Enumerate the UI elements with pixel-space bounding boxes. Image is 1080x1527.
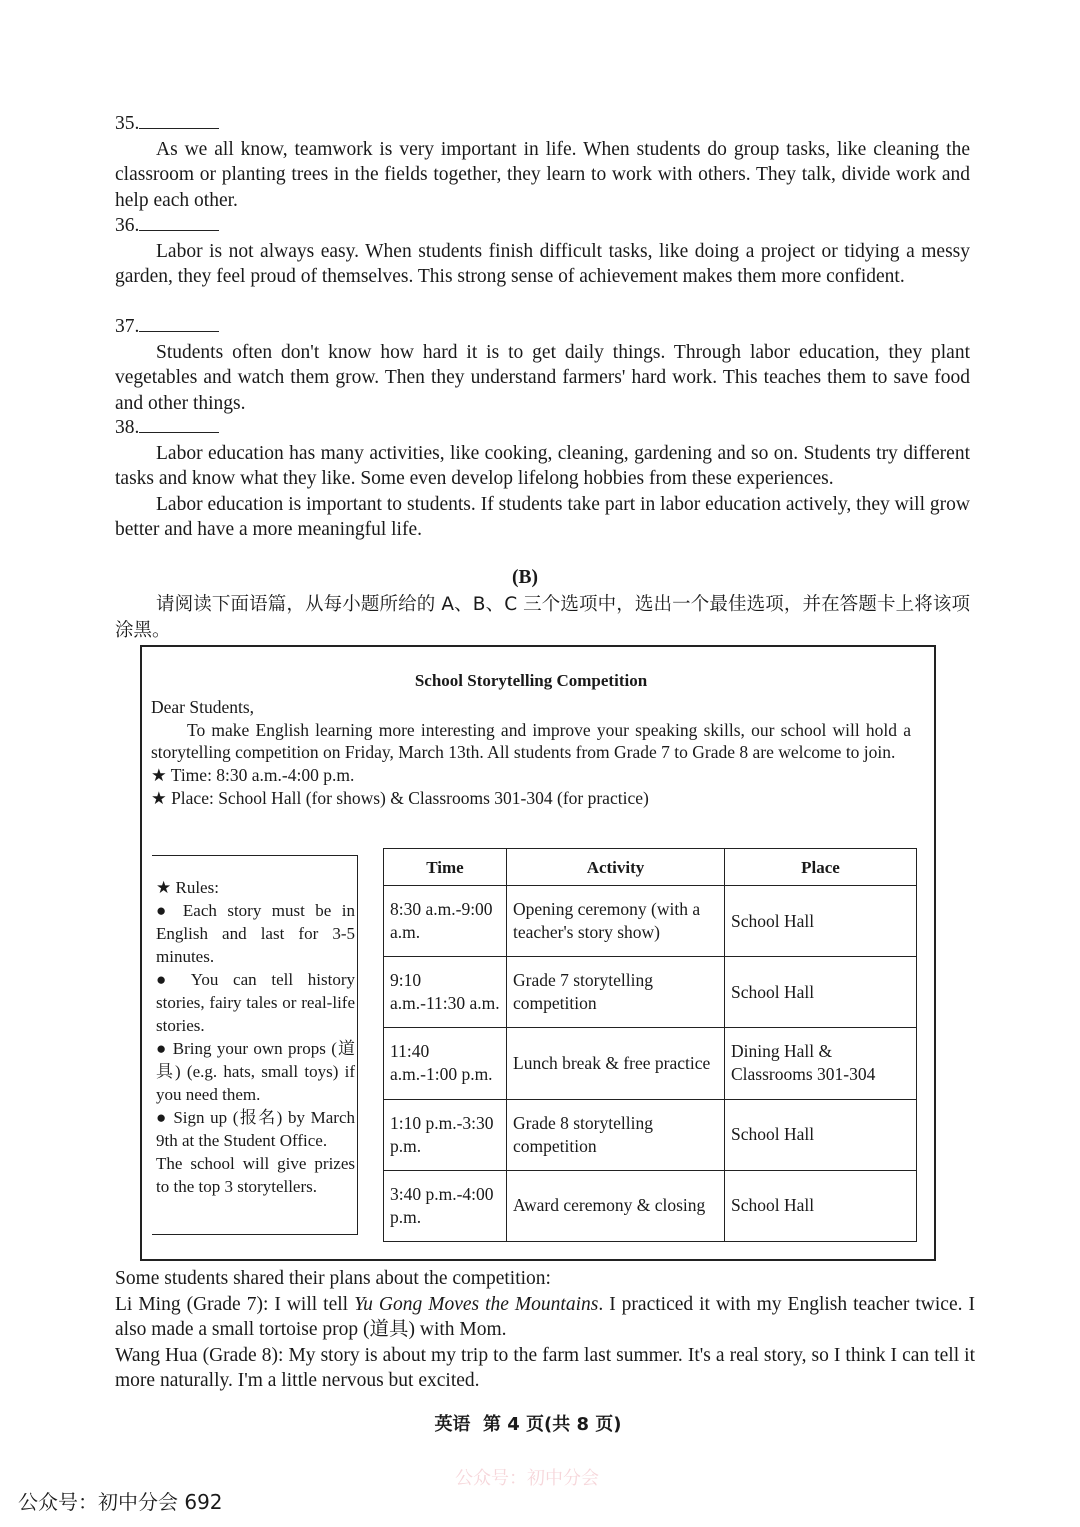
cell-time: 9:10 a.m.-11:30 a.m.: [384, 957, 507, 1028]
plan-li-ming: [115, 1292, 975, 1343]
cell-activity: Award ceremony & closing: [507, 1170, 725, 1241]
cell-activity: Grade 8 storytelling competition: [507, 1099, 725, 1170]
conclusion-paragraph: Labor education is important to students. If students take part in labor education actively, they will grow better and have a more meaningful life.: [115, 493, 970, 540]
speaker: Li Ming (Grade 7):: [115, 1293, 269, 1315]
section-label: (B): [512, 567, 538, 588]
plans: [115, 1266, 975, 1394]
table-row: [384, 957, 917, 1028]
cell-place: School Hall: [725, 1170, 917, 1241]
rule-item: ● Sign up (报名) by March 9th at the Student Office.: [156, 1108, 355, 1150]
question-number: 36.: [115, 215, 140, 236]
story-title: Yu Gong Moves the Mountains: [354, 1293, 599, 1315]
cell-time: 8:30 a.m.-9:00 a.m.: [384, 886, 507, 957]
header-activity: Activity: [507, 849, 725, 886]
cell-place: Dining Hall & Classrooms 301-304: [725, 1028, 917, 1099]
cell-activity: Opening ceremony (with a teacher's story show): [507, 886, 725, 957]
cell-activity: Grade 7 storytelling competition: [507, 957, 725, 1028]
question-38: [115, 414, 970, 543]
answer-blank: [139, 313, 219, 332]
rules-heading: ★ Rules:: [156, 878, 219, 897]
answer-blank: [139, 414, 219, 433]
cell-place: School Hall: [725, 1099, 917, 1170]
plan-wang-hua: [115, 1343, 975, 1394]
notice: [151, 670, 911, 810]
rules-box: [152, 855, 358, 1235]
corner-label: 公众号：初中分会 692: [18, 1490, 223, 1514]
table-row: [384, 1028, 917, 1099]
table-header: [384, 849, 917, 886]
rule-item: ● You can tell history stories, fairy tales or real-life stories.: [156, 970, 355, 1035]
schedule-table: [383, 848, 917, 1242]
table-row: [384, 886, 917, 957]
plan-text: I will tell: [274, 1293, 355, 1315]
answer-blank: [139, 212, 219, 231]
notice-time: ★ Time: 8:30 a.m.-4:00 p.m.: [151, 765, 355, 786]
cell-time: 3:40 p.m.-4:00 p.m.: [384, 1170, 507, 1241]
instruction: 请阅读下面语篇，从每小题所给的 A、B、C 三个选项中，选出一个最佳选项，并在答题卡上将该项涂黑。: [115, 594, 970, 641]
greeting: Dear Students,: [151, 696, 255, 717]
question-37: [115, 313, 970, 416]
paragraph: Labor education has many activities, like cooking, cleaning, gardening and so on. Students try different tasks and know what they like. Some even develop lifelong hobbies from these experiences.: [115, 442, 970, 489]
cell-place: School Hall: [725, 957, 917, 1028]
cell-time: 1:10 p.m.-3:30 p.m.: [384, 1099, 507, 1170]
rule-item: The school will give prizes to the top 3 storytellers.: [156, 1154, 355, 1196]
answer-blank: [139, 110, 219, 129]
table-row: [384, 1099, 917, 1170]
plan-text: My story is about my trip to the farm last summer. It's a real story, so I think I can tell it more naturally. I'm a little nervous but excited.: [115, 1344, 975, 1391]
speaker: Wang Hua (Grade 8):: [115, 1344, 284, 1366]
plans-intro: Some students shared their plans about the competition:: [115, 1268, 551, 1289]
rule-item: ● Each story must be in English and last for 3-5 minutes.: [156, 901, 355, 966]
table-row: [384, 1170, 917, 1241]
question-number: 35.: [115, 113, 140, 134]
cell-activity: Lunch break & free practice: [507, 1028, 725, 1099]
watermark: 公众号：初中分会: [455, 1468, 599, 1489]
paragraph: Students often don't know how hard it is to get daily things. Through labor education, they plant vegetables and watch them grow. Then they understand farmers' hard work. This teaches them to save food and other things.: [115, 341, 970, 414]
paragraph: As we all know, teamwork is very important in life. When students do group tasks, like cleaning the classroom or planting trees in the fields together, they learn to work with others. They talk, divide work and help each other.: [115, 138, 970, 211]
page-footer: 英语 第 4 页(共 8 页): [434, 1414, 622, 1435]
question-35: [115, 110, 970, 213]
cell-place: School Hall: [725, 886, 917, 957]
notice-body: To make English learning more interesting and improve your speaking skills, our school will hold a storytelling competition on Friday, March 13th. All students from Grade 7 to Grade 8 are welcome to join.: [151, 719, 911, 763]
notice-place: ★ Place: School Hall (for shows) & Classrooms 301-304 (for practice): [151, 787, 649, 808]
notice-title: School Storytelling Competition: [414, 671, 648, 690]
question-number: 37.: [115, 316, 140, 337]
rule-item: ● Bring your own props (道具) (e.g. hats, small toys) if you need them.: [156, 1039, 355, 1104]
plan-text: . I practiced it with my English teacher twice. I also made a small tortoise prop (道具) with Mom.: [115, 1293, 975, 1340]
question-36: [115, 212, 970, 290]
header-time: Time: [384, 849, 507, 886]
question-number: 38.: [115, 417, 140, 438]
cell-time: 11:40 a.m.-1:00 p.m.: [384, 1028, 507, 1099]
header-place: Place: [725, 849, 917, 886]
paragraph: Labor is not always easy. When students finish difficult tasks, like doing a project or tidying a messy garden, they feel proud of themselves. This strong sense of achievement makes them more confident.: [115, 240, 970, 287]
